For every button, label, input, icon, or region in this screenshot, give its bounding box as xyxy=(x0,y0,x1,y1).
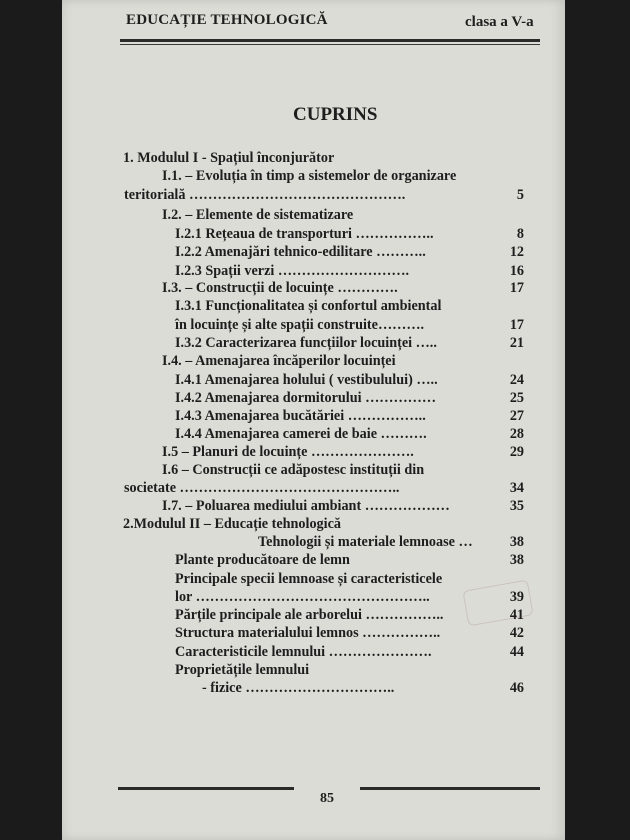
toc-entry: I.4.1 Amenajarea holului ( vestibulului) ….. xyxy=(175,372,438,388)
toc-entry: I.1. – Evoluția în timp a sistemelor de organizare xyxy=(162,168,457,184)
toc-page-number: 8 xyxy=(516,226,524,242)
toc-page-number: 42 xyxy=(509,625,524,641)
toc-entry: I.6 – Construcții ce adăpostesc instituții din xyxy=(162,462,425,478)
toc-entry: Proprietățile lemnului xyxy=(175,662,310,678)
toc-page-number: 28 xyxy=(509,426,524,442)
toc-entry: I.2. – Elemente de sistematizare xyxy=(162,207,354,223)
toc-page-number: 5 xyxy=(516,187,524,203)
toc-entry: - fizice ………………………….. xyxy=(202,680,395,696)
toc-page-number: 17 xyxy=(509,317,524,333)
footer-rule-left xyxy=(118,787,294,790)
toc-entry: Principale specii lemnoase și caracteristicele xyxy=(175,571,443,587)
toc-entry: I.4.4 Amenajarea camerei de baie ………. xyxy=(175,426,427,442)
toc-page-number: 34 xyxy=(509,480,524,496)
toc-page-number: 38 xyxy=(509,552,524,568)
footer-rule-right xyxy=(360,787,540,790)
toc-entry-module-1: 1. Modulul I - Spațiul înconjurător xyxy=(123,150,335,166)
toc-page-number: 27 xyxy=(509,408,524,424)
toc-entry: I.4. – Amenajarea încăperilor locuinței xyxy=(162,353,396,369)
toc-entry: lor ………………………………………….. xyxy=(175,589,430,605)
toc-entry-module-2: 2.Modulul II – Educație tehnologică xyxy=(123,516,341,532)
toc-entry: I.3.1 Funcționalitatea și confortul ambiental xyxy=(175,298,442,314)
toc-page-number: 38 xyxy=(509,534,524,550)
toc-entry: I.2.2 Amenajări tehnico-edilitare ……….. xyxy=(175,244,426,260)
toc-entry: societate ……………………………………….. xyxy=(124,480,400,496)
toc-entry: I.2.3 Spații verzi ………………………. xyxy=(175,263,410,279)
toc-page-number: 21 xyxy=(509,335,524,351)
toc-page-number: 39 xyxy=(509,589,524,605)
toc-page-number: 46 xyxy=(509,680,524,696)
toc-entry: I.2.1 Rețeaua de transporturi …………….. xyxy=(175,226,434,242)
toc-entry: Părțile principale ale arborelui …………….. xyxy=(175,607,444,623)
toc-page-number: 12 xyxy=(509,244,524,260)
toc-entry: I.7. – Poluarea mediului ambiant ……………… xyxy=(162,498,450,514)
toc-page-number: 25 xyxy=(509,390,524,406)
toc-page-number: 29 xyxy=(509,444,524,460)
toc-page-number: 16 xyxy=(509,263,524,279)
toc-entry: Plante producătoare de lemn xyxy=(175,552,350,568)
toc-entry: I.5 – Planuri de locuințe …………………. xyxy=(162,444,414,460)
toc-page-number: 35 xyxy=(509,498,524,514)
toc-entry: în locuințe și alte spații construite………. xyxy=(175,317,425,333)
toc-entry: teritorială ………………………………………. xyxy=(124,187,406,203)
header-grade: clasa a V-a xyxy=(465,14,534,30)
page-title: CUPRINS xyxy=(293,104,378,125)
header-subject: EDUCAȚIE TEHNOLOGICĂ xyxy=(126,12,328,28)
toc-entry: I.3.2 Caracterizarea funcțiilor locuinței ….. xyxy=(175,335,437,351)
toc-page-number: 17 xyxy=(509,280,524,296)
toc-page-number: 44 xyxy=(509,644,524,660)
toc-page-number: 24 xyxy=(509,372,524,388)
toc-entry: I.4.3 Amenajarea bucătăriei …………….. xyxy=(175,408,426,424)
toc-page-number: 41 xyxy=(509,607,524,623)
toc-entry: Structura materialului lemnos …………….. xyxy=(175,625,441,641)
footer-page-number: 85 xyxy=(320,791,334,806)
toc-entry: I.4.2 Amenajarea dormitorului …………… xyxy=(175,390,437,406)
toc-entry: Tehnologii și materiale lemnoase … xyxy=(258,534,473,550)
toc-entry: Caracteristicile lemnului …………………. xyxy=(175,644,432,660)
toc-entry: I.3. – Construcții de locuințe …………. xyxy=(162,280,398,296)
